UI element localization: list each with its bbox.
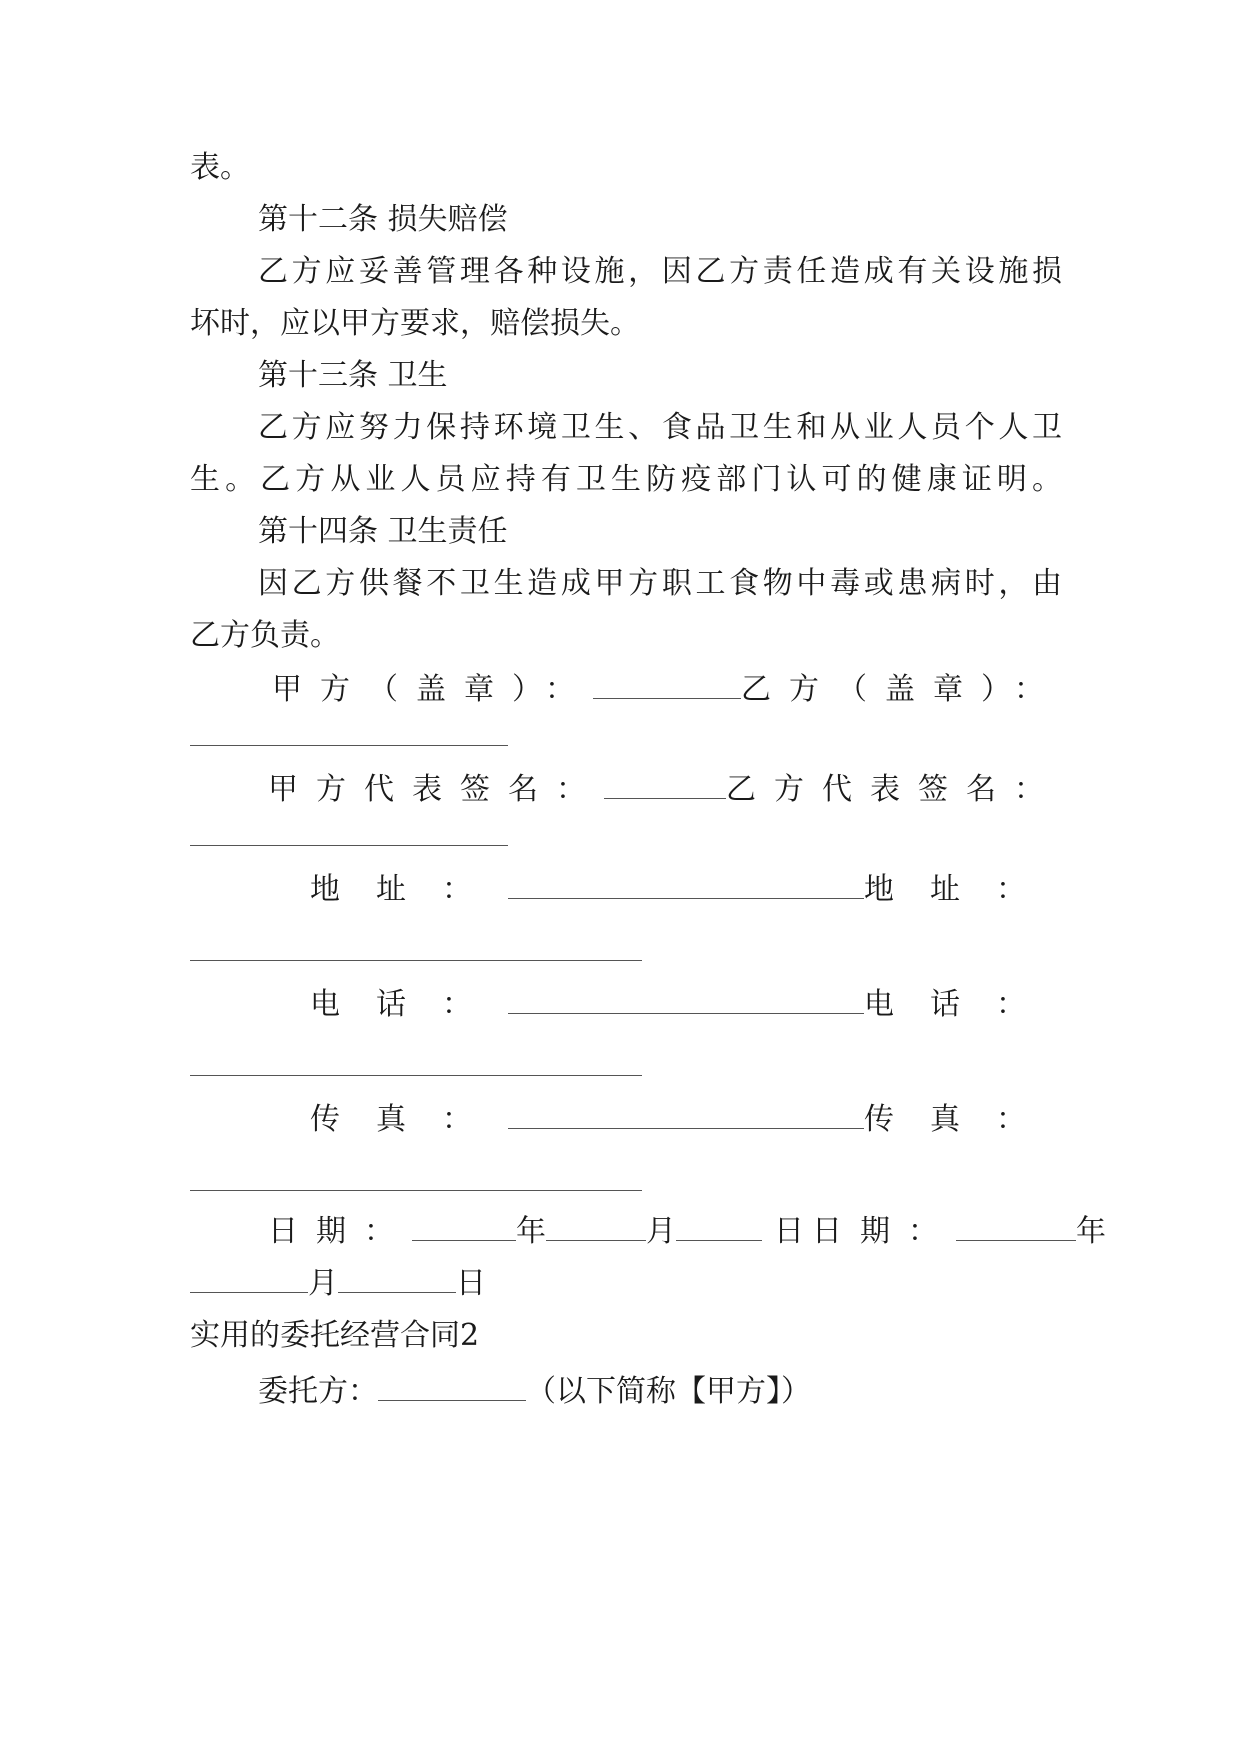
date-a-day-field[interactable] — [676, 1210, 762, 1241]
address-a-field[interactable] — [508, 868, 864, 899]
phone-row — [310, 983, 1062, 1023]
client-row — [258, 1370, 1062, 1410]
date-a-year-field[interactable] — [412, 1210, 516, 1241]
party-b-seal-field[interactable] — [190, 745, 508, 746]
party-a-rep-field[interactable] — [604, 768, 726, 799]
year-label: 年 — [1076, 1214, 1106, 1249]
section-title: 实用的委托经营合同2 — [190, 1318, 480, 1353]
seal-row — [272, 668, 1062, 708]
party-b-seal-label: 乙方（盖章）： — [741, 672, 1062, 707]
address-row — [310, 868, 1062, 908]
date-a-label: 日期： — [268, 1214, 412, 1249]
text-line: 乙方应努力保持环境卫生、食品卫生和从业人员个人卫 — [258, 410, 1062, 445]
party-b-rep-label: 乙方代表签名： — [726, 772, 1062, 807]
text-line: 乙方负责。 — [190, 618, 340, 653]
date-row — [268, 1210, 1106, 1250]
party-a-seal-label: 甲方（盖章）： — [272, 672, 593, 707]
text-line: 乙方应妥善管理各种设施，因乙方责任造成有关设施损 — [258, 254, 1062, 289]
party-b-rep-field[interactable] — [190, 845, 508, 846]
text-line: 生。乙方从业人员应持有卫生防疫部门认可的健康证明。 — [190, 462, 1062, 497]
date-a-month-field[interactable] — [546, 1210, 646, 1241]
fax-b-field[interactable] — [190, 1190, 642, 1191]
address-b-label: 地址： — [864, 872, 1062, 907]
client-name-field[interactable] — [378, 1370, 526, 1401]
client-suffix: （以下简称【甲方】） — [526, 1374, 811, 1409]
fax-a-label: 传真： — [310, 1102, 508, 1137]
phone-b-label: 电话： — [864, 987, 1062, 1022]
text-line: 表。 — [190, 150, 250, 185]
text-line: 坏时，应以甲方要求，赔偿损失。 — [190, 306, 640, 341]
day-label: 日 — [456, 1266, 486, 1301]
date-b-day-field[interactable] — [338, 1262, 456, 1293]
phone-a-label: 电话： — [310, 987, 508, 1022]
phone-a-field[interactable] — [508, 983, 864, 1014]
text-line: 因乙方供餐不卫生造成甲方职工食物中毒或患病时，由 — [258, 566, 1062, 601]
month-label: 月 — [646, 1214, 676, 1249]
address-b-field[interactable] — [190, 960, 642, 961]
month-label: 月 — [308, 1266, 338, 1301]
fax-b-label: 传真： — [864, 1102, 1062, 1137]
date-b-month-field[interactable] — [190, 1262, 308, 1293]
fax-row — [310, 1098, 1062, 1138]
party-a-rep-label: 甲方代表签名： — [268, 772, 604, 807]
phone-b-field[interactable] — [190, 1075, 642, 1076]
year-label: 年 — [516, 1214, 546, 1249]
address-a-label: 地址： — [310, 872, 508, 907]
party-a-seal-field[interactable] — [593, 668, 741, 699]
representative-row — [268, 768, 1062, 808]
article-heading: 第十二条 损失赔偿 — [258, 202, 508, 237]
client-label: 委托方： — [258, 1374, 378, 1409]
day-label: 日 — [774, 1214, 804, 1249]
date-b-year-field[interactable] — [956, 1210, 1076, 1241]
date-b-label: 日期： — [812, 1214, 956, 1249]
article-heading: 第十四条 卫生责任 — [258, 514, 508, 549]
date-row-continued — [190, 1262, 1062, 1302]
article-heading: 第十三条 卫生 — [258, 358, 448, 393]
fax-a-field[interactable] — [508, 1098, 864, 1129]
